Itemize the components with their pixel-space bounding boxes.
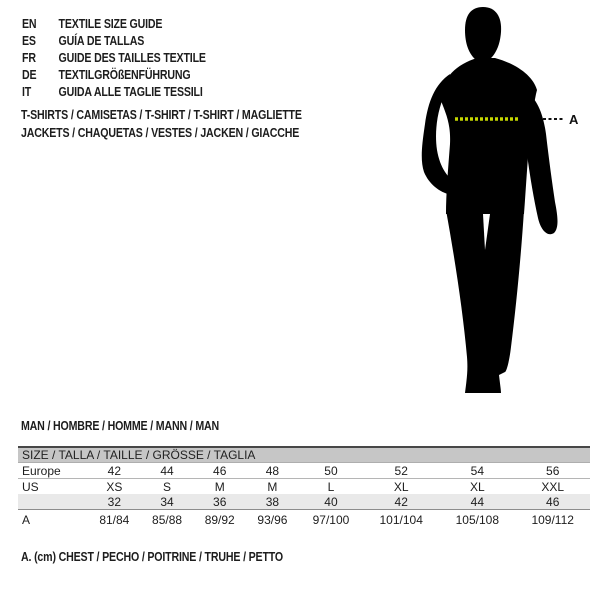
table-row-europe: [18, 463, 590, 479]
table-row-secondary-size: [18, 494, 590, 510]
measurement-footnote: A. (cm) CHEST / PECHO / POITRINE / TRUHE / PETTO: [21, 550, 284, 564]
category-line-tshirts: T-SHIRTS / CAMISETAS / T-SHIRT / T-SHIRT / MAGLIETTE: [21, 108, 302, 122]
language-code: FR: [22, 50, 36, 65]
language-row-de: [22, 66, 206, 83]
garment-categories: [21, 106, 302, 142]
size-cell: XL: [393, 479, 409, 494]
man-silhouette: [422, 7, 558, 393]
language-row-es: [22, 32, 206, 49]
size-cell: S: [163, 479, 172, 494]
row-label: US: [22, 479, 39, 494]
size-cell: 85/88: [152, 513, 183, 527]
silhouette-head: [465, 7, 501, 60]
size-cell: 36: [193, 494, 246, 510]
language-title: GUÍA DE TALLAS: [58, 33, 145, 48]
section-title-man: MAN / HOMBRE / HOMME / MANN / MAN: [21, 419, 220, 433]
language-row-it: [22, 83, 206, 100]
table-row-chest-a: [18, 510, 590, 531]
size-cell: 54: [439, 463, 515, 479]
size-cell: 40: [299, 494, 363, 510]
size-cell: M: [267, 479, 278, 494]
size-cell: 46: [193, 463, 246, 479]
size-cell: 42: [88, 463, 141, 479]
size-cell: 34: [141, 494, 194, 510]
size-cell: 101/104: [379, 513, 423, 527]
language-title: TEXTILGRÖßENFÜHRUNG: [58, 67, 191, 82]
language-row-en: [22, 15, 206, 32]
size-cell: 46: [515, 494, 590, 510]
language-code: ES: [22, 33, 36, 48]
size-table-header: SIZE / TALLA / TAILLE / GRÖSSE / TAGLIA: [18, 447, 590, 463]
size-cell: XS: [106, 479, 123, 494]
language-code: IT: [22, 84, 32, 99]
size-cell: M: [214, 479, 225, 494]
size-cell: 81/84: [99, 513, 130, 527]
size-cell: 48: [246, 463, 299, 479]
row-label: [18, 494, 88, 510]
size-cell: 93/96: [257, 513, 288, 527]
size-table-header-row: [18, 447, 590, 463]
size-cell: 38: [246, 494, 299, 510]
size-cell: 52: [363, 463, 439, 479]
language-title: GUIDE DES TAILLES TEXTILE: [58, 50, 206, 65]
size-cell: 56: [515, 463, 590, 479]
category-line-jackets: JACKETS / CHAQUETAS / VESTES / JACKEN / GIACCHE: [21, 126, 300, 140]
language-code: DE: [22, 67, 37, 82]
size-cell: 105/108: [455, 513, 500, 527]
size-cell: 97/100: [312, 513, 350, 527]
size-cell: 50: [299, 463, 363, 479]
language-guide-list: [22, 15, 206, 100]
silhouette-torso: [440, 58, 537, 214]
language-code: EN: [22, 16, 37, 31]
size-cell: XL: [469, 479, 485, 494]
man-silhouette-figure: [405, 2, 585, 402]
size-cell: 42: [363, 494, 439, 510]
size-table: [18, 446, 590, 530]
table-row-us: [18, 479, 590, 495]
language-title: TEXTILE SIZE GUIDE: [58, 16, 163, 31]
row-label: Europe: [18, 463, 88, 479]
measure-label-a: A: [569, 112, 579, 127]
language-title: GUIDA ALLE TAGLIE TESSILI: [58, 84, 203, 99]
language-row-fr: [22, 49, 206, 66]
row-label: A: [22, 513, 31, 527]
size-cell: L: [327, 479, 335, 494]
size-cell: XXL: [541, 479, 565, 494]
size-cell: 89/92: [204, 513, 235, 527]
size-cell: 32: [88, 494, 141, 510]
size-cell: 44: [141, 463, 194, 479]
size-cell: 109/112: [531, 513, 574, 527]
size-cell: 44: [439, 494, 515, 510]
